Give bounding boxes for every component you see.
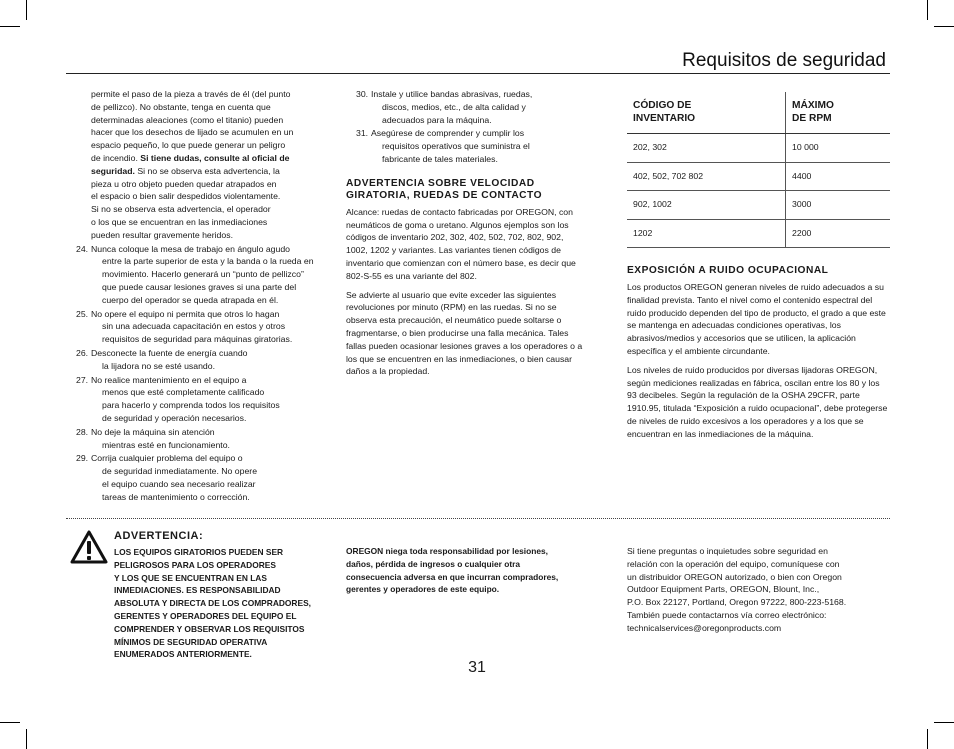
table-cell: 10 000	[786, 134, 890, 163]
list-item	[76, 452, 331, 503]
text-line: Nunca coloque la mesa de trabajo en ángulo agudo	[91, 243, 290, 254]
contact-email[interactable]: technicalservices@oregonproducts.com	[627, 622, 782, 633]
text-line: LOS EQUIPOS GIRATORIOS PUEDEN SER	[114, 547, 284, 557]
item-number: 26.	[76, 347, 89, 358]
text-line: determinadas aleaciones (como el titanio) pueden	[91, 114, 284, 125]
noise-heading: EXPOSICIÓN A RUIDO OCUPACIONAL	[627, 265, 829, 276]
text-line: No realice mantenimiento en el equipo a	[91, 374, 247, 385]
header-text: CÓDIGO DE	[633, 100, 692, 111]
item-number: 29.	[76, 453, 89, 464]
text-line: el espacio o bien salir despedidos violentamente.	[91, 191, 281, 202]
text-line: Si tiene preguntas o inquietudes sobre seguridad en	[627, 546, 828, 556]
intro-bold: Si tiene dudas, consulte al oficial de seguridad.	[91, 152, 290, 176]
item-number: 28.	[76, 426, 89, 437]
text-line: No deje la máquina sin atención	[91, 426, 215, 437]
text-line: espacio pequeño, lo que puede generar un peligro	[91, 140, 286, 151]
text-line: la lijadora no se esté usando.	[102, 360, 216, 371]
text-line: menos que esté completamente calificado	[102, 387, 265, 398]
text-line: Si no se observa esta advertencia, el operador	[91, 204, 271, 215]
crop-mark	[26, 0, 27, 20]
list-item	[76, 308, 331, 346]
text-line: No opere el equipo ni permita que otros lo hagan	[91, 308, 280, 319]
table-cell: 1202	[627, 219, 786, 248]
text-line: Asegúrese de comprender y cumplir los	[371, 128, 525, 139]
item-number: 24.	[76, 243, 89, 254]
crop-mark	[934, 26, 954, 27]
intro-paragraph	[76, 88, 331, 242]
text-line: hacer que los desechos de lijado se acumulen en un	[91, 127, 294, 138]
text-line: de seguridad inmediatamente. No opere	[102, 466, 258, 477]
table-header-code	[627, 92, 786, 134]
header-text: DE RPM	[792, 112, 832, 124]
column-2	[346, 88, 584, 384]
text-line: Outdoor Equipment Parts, OREGON, Blount, Inc.,	[627, 584, 820, 595]
disclaimer-block	[346, 545, 596, 596]
table-header-row	[627, 92, 890, 134]
crop-mark	[934, 722, 954, 723]
text-line: permite el paso de la pieza a través de él (del punto	[91, 89, 291, 99]
text-line: discos, medios, etc., de alta calidad y	[382, 101, 526, 112]
text-line: tareas de mantenimiento o corrección.	[102, 491, 250, 502]
list-item	[76, 347, 331, 373]
text-line: Si no se observa esta advertencia, la	[137, 165, 280, 176]
table-row	[627, 134, 890, 163]
item-number: 27.	[76, 374, 89, 385]
text-line: OREGON niega toda responsabilidad por lesiones,	[346, 546, 548, 556]
text-line: ENUMERADOS ANTERIORMENTE.	[114, 649, 252, 660]
text-line: mientras esté en funcionamiento.	[102, 439, 230, 450]
crop-mark	[927, 0, 928, 20]
noise-paragraph-2: Los niveles de ruido producidos por diversas lijadoras OREGON, según mediciones realizadas en fábrica, oscilan entre los 80 y los 93 decibeles. Según la regulación de la OSHA 29CFR, parte 1910.95, titulada “Exposición a ruido ocupacional”, debe protegerse de niveles de ruido excesivos a los operadores y a los que se encuentran en las inmediaciones de la máquina.	[627, 364, 888, 439]
column-1	[76, 88, 331, 505]
warning-title: ADVERTENCIA:	[114, 530, 204, 542]
text-line: fabricante de tales materiales.	[382, 153, 498, 164]
rpm-table	[627, 92, 890, 248]
contact-block	[627, 545, 889, 635]
text-line: un distribuidor OREGON autorizado, o bien con Oregon	[627, 571, 842, 582]
text-line: ABSOLUTA Y DIRECTA DE LOS COMPRADORES,	[114, 598, 311, 609]
crop-mark	[927, 729, 928, 749]
noise-paragraph-1: Los productos OREGON generan niveles de ruido adecuados a su finalidad prevista. Tanto el nivel como el contenido espectral del ruido producido dependen del tipo de producto, el grado a que este se mantenga en adecuadas condiciones operativas, los abrasivos/medios y accesorios que se utilicen, la aplicación específica y el ambiente circundante.	[627, 282, 886, 356]
warning-triangle-icon	[70, 530, 108, 568]
table-cell: 4400	[786, 162, 890, 191]
list-item	[76, 243, 331, 307]
list-item	[346, 127, 584, 165]
text-line: movimiento. Hacerlo generará un “punto de pellizco”	[102, 269, 304, 280]
crop-mark	[26, 729, 27, 749]
text-line: de pellizco). No obstante, tenga en cuenta que	[91, 101, 271, 112]
text-line: Y LOS QUE SE ENCUENTRAN EN LAS	[114, 572, 267, 583]
text-line: INMEDIACIONES. ES RESPONSABILIDAD	[114, 585, 281, 596]
text-line: Desconecte la fuente de energía cuando	[91, 347, 248, 358]
text-line: También puede contactarnos vía correo electrónico:	[627, 609, 827, 620]
page-title: Requisitos de seguridad	[682, 50, 886, 71]
table-cell: 902, 1002	[627, 191, 786, 220]
text-line: sin una adecuada capacitación en estos y otros	[102, 321, 286, 332]
text-line: adecuados para la máquina.	[382, 114, 492, 125]
crop-mark	[0, 26, 20, 27]
table-row	[627, 191, 890, 220]
speed-warning-heading	[346, 178, 584, 202]
text-line: consecuencia adversa en que incurran compradores,	[346, 571, 559, 582]
text-line: MÍNIMOS DE SEGURIDAD OPERATIVA	[114, 636, 268, 647]
table-cell: 3000	[786, 191, 890, 220]
text-line: que puede causar lesiones graves si una parte del	[102, 281, 297, 292]
text-line: o los que se encuentran en las inmediaciones	[91, 216, 268, 227]
crop-mark	[0, 722, 20, 723]
item-number: 30.	[356, 89, 369, 99]
table-header-rpm	[786, 92, 890, 134]
rpm-paragraph: Se advierte al usuario que evite exceder las siguientes revoluciones por minuto (RPM) en las ruedas. Si no se observa esta precaución, el neumático puede soltarse o fragmentarse, o bien producirse una falla mecánica. Tales fallas pueden ocasionar lesiones graves a los operadores o a los que se encuentren en las inmediaciones, o bien causar daños a la propiedad.	[346, 289, 583, 377]
page-number: 31	[468, 659, 486, 676]
text-line: daños, pérdida de ingresos o cualquier otra	[346, 558, 521, 569]
table-cell: 202, 302	[627, 134, 786, 163]
text-line: COMPRENDER Y OBSERVAR LOS REQUISITOS	[114, 623, 305, 634]
header-text: MÁXIMO	[792, 100, 834, 111]
heading-line: ADVERTENCIA SOBRE VELOCIDAD	[346, 177, 535, 189]
text-line: relación con la operación del equipo, comuníquese con	[627, 558, 840, 569]
dotted-divider	[66, 518, 890, 519]
text-line: el equipo cuando sea necesario realizar	[102, 478, 256, 489]
heading-line: GIRATORIA, RUEDAS DE CONTACTO	[346, 189, 542, 201]
text-line: cuerpo del operador se queda atrapada en él.	[102, 294, 279, 305]
text-line: gerentes y operadores de este equipo.	[346, 584, 500, 595]
text-line: de incendio.	[91, 152, 138, 163]
text-line: requisitos operativos que suministra el	[382, 141, 530, 152]
text-line: requisitos de seguridad para máquinas giratorias.	[102, 334, 293, 345]
list-item	[346, 88, 584, 126]
text-line: pieza u otro objeto pueden quedar atrapados en	[91, 178, 277, 189]
text-line: Instale y utilice bandas abrasivas, ruedas,	[371, 89, 533, 99]
text-line: P.O. Box 22127, Portland, Oregon 97222, 800-223-5168.	[627, 597, 847, 608]
column-3	[627, 92, 890, 447]
text-line: PELIGROSOS PARA LOS OPERADORES	[114, 559, 276, 570]
safety-list	[76, 243, 331, 504]
table-cell: 2200	[786, 219, 890, 248]
text-line: para hacerlo y comprenda todos los requisitos	[102, 400, 280, 411]
list-item	[76, 426, 331, 452]
header-text: INVENTARIO	[633, 112, 696, 124]
list-item	[76, 374, 331, 425]
table-row	[627, 162, 890, 191]
item-number: 25.	[76, 308, 89, 319]
safety-list-continued	[346, 88, 584, 166]
table-row	[627, 219, 890, 248]
text-line: pueden resultar gravemente heridos.	[91, 229, 233, 240]
table-cell: 402, 502, 702 802	[627, 162, 786, 191]
text-line: GERENTES Y OPERADORES DEL EQUIPO EL	[114, 610, 297, 621]
text-line: Corrija cualquier problema del equipo o	[91, 453, 243, 464]
text-line: entre la parte superior de esta y la banda o la rueda en	[102, 256, 314, 267]
item-number: 31.	[356, 128, 369, 139]
text-line: de seguridad y operación necesarios.	[102, 412, 247, 423]
scope-paragraph: Alcance: ruedas de contacto fabricadas por OREGON, con neumáticos de goma o uretano. Algunos ejemplos son los códigos de inventario 202, 302, 402, 502, 702, 802, 902, 1002, 1202 y variantes. Las variantes tienen códigos de inventario que comienzan con el número base, es decir que 802-S-55 es una variante del 802.	[346, 206, 576, 281]
title-rule	[66, 73, 890, 74]
